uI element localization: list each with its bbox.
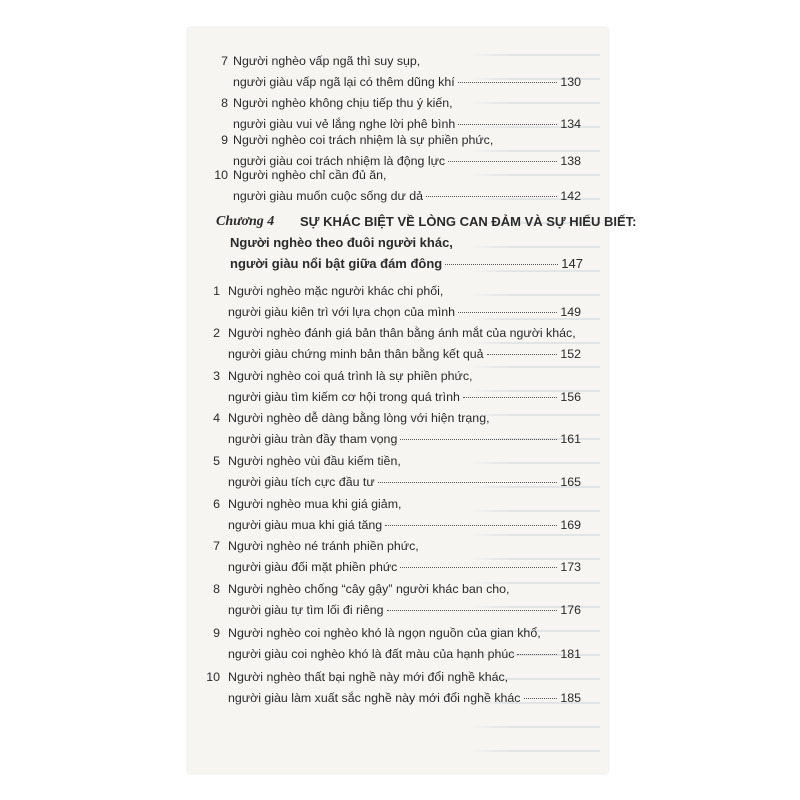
chapter-subtitle-line-1: Người nghèo theo đuôi người khác, xyxy=(230,235,453,250)
page-number: 161 xyxy=(560,432,581,446)
entry-line-1: Người nghèo chỉ cần đủ ăn, xyxy=(233,168,387,182)
entry-line-2-text: người giàu tích cực đầu tư xyxy=(228,475,375,489)
page-number: 138 xyxy=(560,154,581,168)
dot-leader xyxy=(458,82,558,83)
entry-line-1: Người nghèo coi trách nhiệm là sự phiền phức, xyxy=(233,133,494,147)
entry-line-2 xyxy=(233,187,581,205)
entry-line-2-text: người giàu làm xuất sắc nghề này mới đổi nghề khác xyxy=(228,691,521,705)
entry-number: 9 xyxy=(221,133,228,147)
entry-line-2-text: người giàu kiên trì với lựa chọn của mình xyxy=(228,305,456,319)
entry-line-2-text: người giàu mua khi giá tăng xyxy=(228,518,383,532)
dot-leader xyxy=(517,654,557,655)
entry-line-2 xyxy=(228,645,581,663)
entry-line-2 xyxy=(228,473,581,491)
chapter-title: SỰ KHÁC BIỆT VỀ LÒNG CAN ĐẢM VÀ SỰ HIỂU BIẾT: xyxy=(300,214,637,229)
entry-line-2-text: người giàu vui vẻ lắng nghe lời phê bình xyxy=(233,117,456,131)
page-number: 134 xyxy=(560,117,581,131)
entry-line-1: Người nghèo vấp ngã thì suy sụp, xyxy=(233,54,421,68)
entry-number: 3 xyxy=(213,369,220,383)
page-number: 185 xyxy=(560,691,581,705)
entry-line-2 xyxy=(228,303,581,321)
entry-line-2-text: người giàu tràn đầy tham vọng xyxy=(228,432,398,446)
entry-number: 10 xyxy=(214,168,228,182)
entry-line-2 xyxy=(228,516,581,534)
dot-leader xyxy=(448,161,557,162)
entry-number: 4 xyxy=(213,411,220,425)
entry-number: 1 xyxy=(213,284,220,298)
entry-line-1: Người nghèo không chịu tiếp thu ý kiến, xyxy=(233,96,453,110)
entry-number: 9 xyxy=(213,626,220,640)
entry-line-1: Người nghèo mặc người khác chi phối, xyxy=(228,284,444,298)
page-number: 142 xyxy=(560,189,581,203)
page-number: 169 xyxy=(560,518,581,532)
chapter-subtitle-text: người giàu nổi bật giữa đám đông xyxy=(230,256,443,271)
entry-line-1: Người nghèo mua khi giá giảm, xyxy=(228,497,402,511)
entry-line-2-text: người giàu chứng minh bản thân bằng kết quả xyxy=(228,347,484,361)
page-number: 176 xyxy=(560,603,581,617)
chapter-subtitle-line-2 xyxy=(230,254,583,273)
entry-line-2-text: người giàu muốn cuộc sống dư dả xyxy=(233,189,424,203)
entry-number: 8 xyxy=(221,96,228,110)
page-number: 149 xyxy=(560,305,581,319)
entry-line-2 xyxy=(228,388,581,406)
dot-leader xyxy=(445,264,558,265)
entry-line-2-text: người giàu coi trách nhiệm là động lực xyxy=(233,154,446,168)
dot-leader xyxy=(400,567,557,568)
entry-line-1: Người nghèo coi quá trình là sự phiền phức, xyxy=(228,369,473,383)
page-number: 152 xyxy=(560,347,581,361)
chapter-label: Chương 4 xyxy=(216,214,275,229)
entry-number: 10 xyxy=(206,670,220,684)
entry-number: 6 xyxy=(213,497,220,511)
entry-line-2-text: người giàu tìm kiếm cơ hội trong quá trình xyxy=(228,390,460,404)
entry-line-1: Người nghèo thất bại nghề này mới đổi nghề khác, xyxy=(228,670,509,684)
page-number: 173 xyxy=(560,560,581,574)
entry-line-1: Người nghèo vùi đầu kiếm tiền, xyxy=(228,454,401,468)
entry-line-2 xyxy=(228,345,581,363)
page-number: 130 xyxy=(560,75,581,89)
dot-leader xyxy=(487,354,558,355)
page-number: 147 xyxy=(561,256,583,271)
dot-leader xyxy=(387,610,558,611)
entry-line-1: Người nghèo đánh giá bản thân bằng ánh mắt của người khác, xyxy=(228,326,576,340)
entry-line-2-text: người giàu vấp ngã lại có thêm dũng khí xyxy=(233,75,455,89)
dot-leader xyxy=(378,482,558,483)
entry-line-2-text: người giàu coi nghèo khó là đất màu của hạnh phúc xyxy=(228,647,515,661)
entry-line-2 xyxy=(228,558,581,576)
page-number: 181 xyxy=(560,647,581,661)
dot-leader xyxy=(524,698,558,699)
page-number: 165 xyxy=(560,475,581,489)
dot-leader xyxy=(385,525,557,526)
entry-number: 7 xyxy=(213,539,220,553)
dot-leader xyxy=(458,124,557,125)
entry-number: 8 xyxy=(213,582,220,596)
entry-line-1: Người nghèo dễ dàng bằng lòng với hiện trạng, xyxy=(228,411,490,425)
entry-line-2-text: người giàu đối mặt phiền phức xyxy=(228,560,398,574)
entry-line-1: Người nghèo coi nghèo khó là ngọn nguồn của gian khổ, xyxy=(228,626,541,640)
dot-leader xyxy=(400,439,557,440)
entry-number: 2 xyxy=(213,326,220,340)
entry-line-2 xyxy=(228,601,581,619)
entry-number: 7 xyxy=(221,54,228,68)
dot-leader xyxy=(463,397,557,398)
dot-leader xyxy=(426,196,557,197)
entry-line-2 xyxy=(233,73,581,91)
entry-line-2 xyxy=(228,430,581,448)
page-number: 156 xyxy=(560,390,581,404)
entry-line-1: Người nghèo né tránh phiền phức, xyxy=(228,539,419,553)
entry-line-1: Người nghèo chống “cây gậy” người khác ban cho, xyxy=(228,582,510,596)
entry-line-2-text: người giàu tự tìm lối đi riêng xyxy=(228,603,384,617)
entry-line-2 xyxy=(228,689,581,707)
dot-leader xyxy=(458,312,557,313)
entry-number: 5 xyxy=(213,454,220,468)
